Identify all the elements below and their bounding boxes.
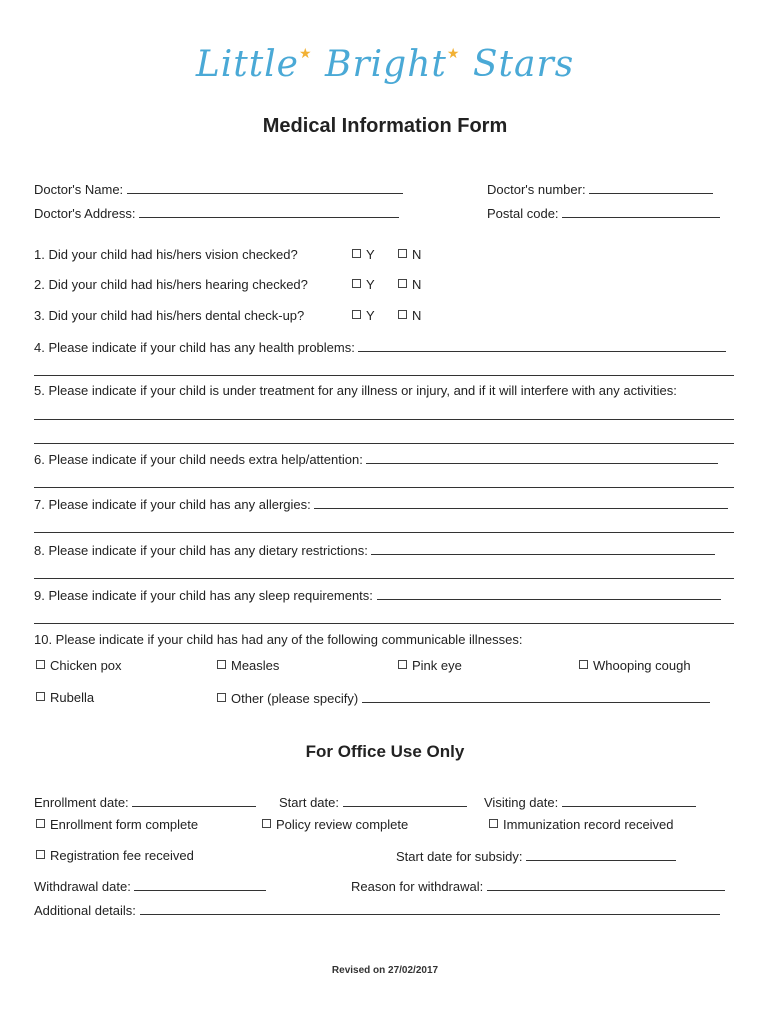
q1-yes-option[interactable]: Y [352, 247, 375, 263]
illness-other[interactable]: Other (please specify) [217, 690, 710, 707]
doctor-address-row [34, 205, 399, 222]
checkbox-icon[interactable] [489, 819, 498, 828]
immunization-record-received[interactable]: Immunization record received [489, 817, 674, 833]
additional-details-field[interactable] [140, 902, 720, 915]
q5-answer-line[interactable] [34, 443, 734, 444]
illness-whooping-cough[interactable]: Whooping cough [579, 658, 691, 674]
checkbox-icon[interactable] [36, 850, 45, 859]
enrollment-date-row: Enrollment date: [34, 794, 256, 811]
checkbox-icon[interactable] [36, 692, 45, 701]
illness-chicken-pox[interactable]: Chicken pox [36, 658, 122, 674]
withdrawal-date-row: Withdrawal date: [34, 878, 266, 895]
visiting-date-row: Visiting date: [484, 794, 696, 811]
question-4: 4. Please indicate if your child has any health problems: [34, 339, 726, 356]
checkbox-icon[interactable] [36, 660, 45, 669]
question-1: 1. Did your child had his/hers vision checked? [34, 247, 298, 262]
q2-yes-option[interactable]: Y [352, 277, 375, 293]
question-3: 3. Did your child had his/hers dental check-up? [34, 308, 305, 323]
revision-footer: Revised on 27/02/2017 [331, 965, 439, 976]
q6-answer-line[interactable] [34, 487, 734, 488]
q8-answer-line[interactable] [34, 578, 734, 579]
star-icon: ★ [446, 46, 461, 62]
q2-no-option[interactable]: N [398, 277, 421, 293]
checkbox-icon[interactable] [352, 310, 361, 319]
checkbox-icon[interactable] [352, 279, 361, 288]
doctor-name-field[interactable] [127, 181, 403, 194]
registration-fee-received[interactable]: Registration fee received [36, 848, 194, 864]
doctor-number-field[interactable] [589, 181, 713, 194]
logo [0, 44, 770, 85]
q7-answer-line[interactable] [34, 532, 734, 533]
subsidy-start-row: Start date for subsidy: [396, 848, 676, 865]
star-icon: ★ [298, 46, 313, 62]
question-9: 9. Please indicate if your child has any sleep requirements: [34, 587, 721, 604]
logo-word-2: Bright [325, 44, 447, 85]
doctor-address-field[interactable] [139, 205, 399, 218]
q4-answer-field[interactable] [358, 339, 726, 352]
question-10: 10. Please indicate if your child has had any of the following communicable illnesses: [34, 632, 523, 647]
question-2: 2. Did your child had his/hers hearing checked? [34, 277, 308, 292]
office-use-heading: For Office Use Only [305, 742, 465, 761]
question-6: 6. Please indicate if your child needs extra help/attention: [34, 451, 718, 468]
question-8: 8. Please indicate if your child has any dietary restrictions: [34, 542, 715, 559]
q4-answer-line[interactable] [34, 375, 734, 376]
page-title: Medical Information Form [262, 115, 508, 137]
q7-answer-field[interactable] [314, 496, 728, 509]
checkbox-icon[interactable] [217, 660, 226, 669]
checkbox-icon[interactable] [262, 819, 271, 828]
question-5: 5. Please indicate if your child is under treatment for any illness or injury, and if it will interfere with any activities: [34, 383, 677, 398]
postal-code-row [487, 205, 720, 222]
illness-rubella[interactable]: Rubella [36, 690, 94, 706]
postal-code-field[interactable] [562, 205, 720, 218]
checkbox-icon[interactable] [398, 279, 407, 288]
doctor-address-label: Doctor's Address: [34, 206, 136, 221]
checkbox-icon[interactable] [398, 310, 407, 319]
illness-measles[interactable]: Measles [217, 658, 279, 674]
logo-word-1: Little [195, 44, 299, 85]
enrollment-form-complete[interactable]: Enrollment form complete [36, 817, 198, 833]
q6-answer-field[interactable] [366, 451, 718, 464]
checkbox-icon[interactable] [579, 660, 588, 669]
illness-other-field[interactable] [362, 690, 710, 703]
question-7: 7. Please indicate if your child has any allergies: [34, 496, 728, 513]
checkbox-icon[interactable] [398, 660, 407, 669]
illness-pink-eye[interactable]: Pink eye [398, 658, 462, 674]
withdrawal-date-field[interactable] [134, 878, 266, 891]
doctor-number-row [487, 181, 713, 198]
checkbox-icon[interactable] [398, 249, 407, 258]
checkbox-icon[interactable] [217, 693, 226, 702]
q3-no-option[interactable]: N [398, 308, 421, 324]
postal-code-label: Postal code: [487, 206, 559, 221]
logo-word-3: Stars [472, 44, 575, 85]
q3-yes-option[interactable]: Y [352, 308, 375, 324]
doctor-name-row [34, 181, 403, 198]
subsidy-start-field[interactable] [526, 848, 676, 861]
q1-no-option[interactable]: N [398, 247, 421, 263]
doctor-name-label: Doctor's Name: [34, 182, 124, 197]
doctor-number-label: Doctor's number: [487, 182, 586, 197]
additional-details-row: Additional details: [34, 902, 720, 919]
q5-answer-line[interactable] [34, 419, 734, 420]
start-date-field[interactable] [343, 794, 467, 807]
enrollment-date-field[interactable] [132, 794, 256, 807]
visiting-date-field[interactable] [562, 794, 696, 807]
start-date-row: Start date: [279, 794, 467, 811]
withdrawal-reason-field[interactable] [487, 878, 725, 891]
checkbox-icon[interactable] [36, 819, 45, 828]
q9-answer-line[interactable] [34, 623, 734, 624]
withdrawal-reason-row: Reason for withdrawal: [351, 878, 725, 895]
policy-review-complete[interactable]: Policy review complete [262, 817, 408, 833]
checkbox-icon[interactable] [352, 249, 361, 258]
q8-answer-field[interactable] [371, 542, 715, 555]
q9-answer-field[interactable] [377, 587, 721, 600]
